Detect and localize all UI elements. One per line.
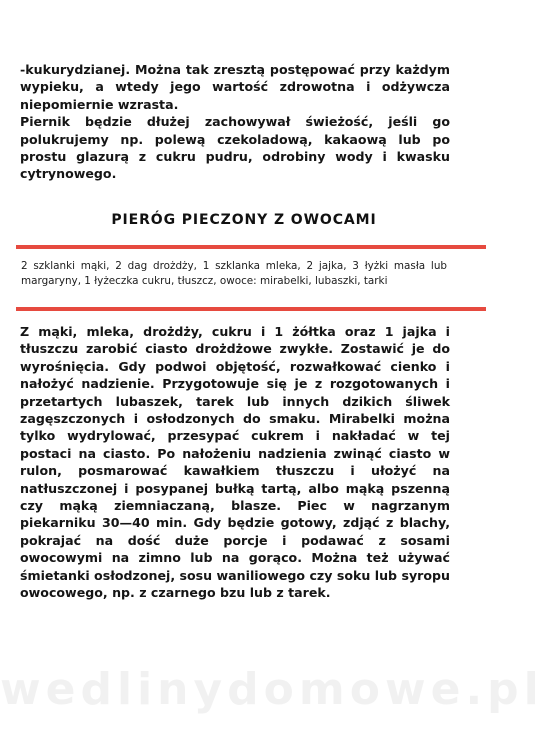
recipe-title: PIERÓG PIECZONY Z OWOCAMI [111,212,377,228]
watermark: wedlinydomowe.pl [0,664,544,715]
intro-paragraph-2: Piernik będzie dłużej zachowywał świeżość, jeśli go polukrujemy np. polewą czekoladową, kakaową lub po prostu glazurą z cukru pudru, odrobiny wody i kwasku cytrynowego. [20,114,450,182]
recipe-method: Z mąki, mleka, drożdży, cukru i 1 żółtka oraz 1 jajka i tłuszczu zarobić ciasto drożdżowe zwykłe. Zostawić je do wyrośnięcia. Gdy podwoi objętość, rozwałkować cienko i nałożyć nadzienie. Przygotowuje się je z rozgotowanych i przetartych lubaszek, tarek lub innych dzikich śliwek zagęszczonych i osłodzonych do smaku. Mirabelki można tylko wydrylować, przesypać cukrem i nakładać w tej postaci na ciasto. Po nałożeniu nadzienia zwinąć ciasto w rulon, posmarować kawałkiem tłuszczu i ułożyć na natłuszczonej i posypanej bułką tartą, albo mąką pszenną czy mąką ziemniaczaną, blasze. Piec w nagrzanym piekarniku 30—40 min. Gdy będzie gotowy, zdjąć z blachy, pokrajać na dość duże porcje i podawać z sosami owocowymi na zimno lub na gorąco. Można też używać śmietanki osłodzonej, sosu waniliowego czy soku lub syropu owocowego, np. z czarnego bzu lub z tarek. [20,324,450,601]
ingredients-bottom-rule [16,307,486,311]
intro-paragraph-1: -kukurydzianej. Można tak zresztą postępować przy każdym wypieku, a wtedy jego wartość zdrowotna i odżywcza niepomiernie wzrasta. [20,62,450,112]
ingredients-top-rule [16,245,486,249]
ingredients-list: 2 szklanki mąki, 2 dag drożdży, 1 szklanka mleka, 2 jajka, 3 łyżki masła lub margaryny, 1 łyżeczka cukru, tłuszcz, owoce: mirabelki, lubaszki, tarki [21,260,447,287]
intro-text [20,61,450,183]
